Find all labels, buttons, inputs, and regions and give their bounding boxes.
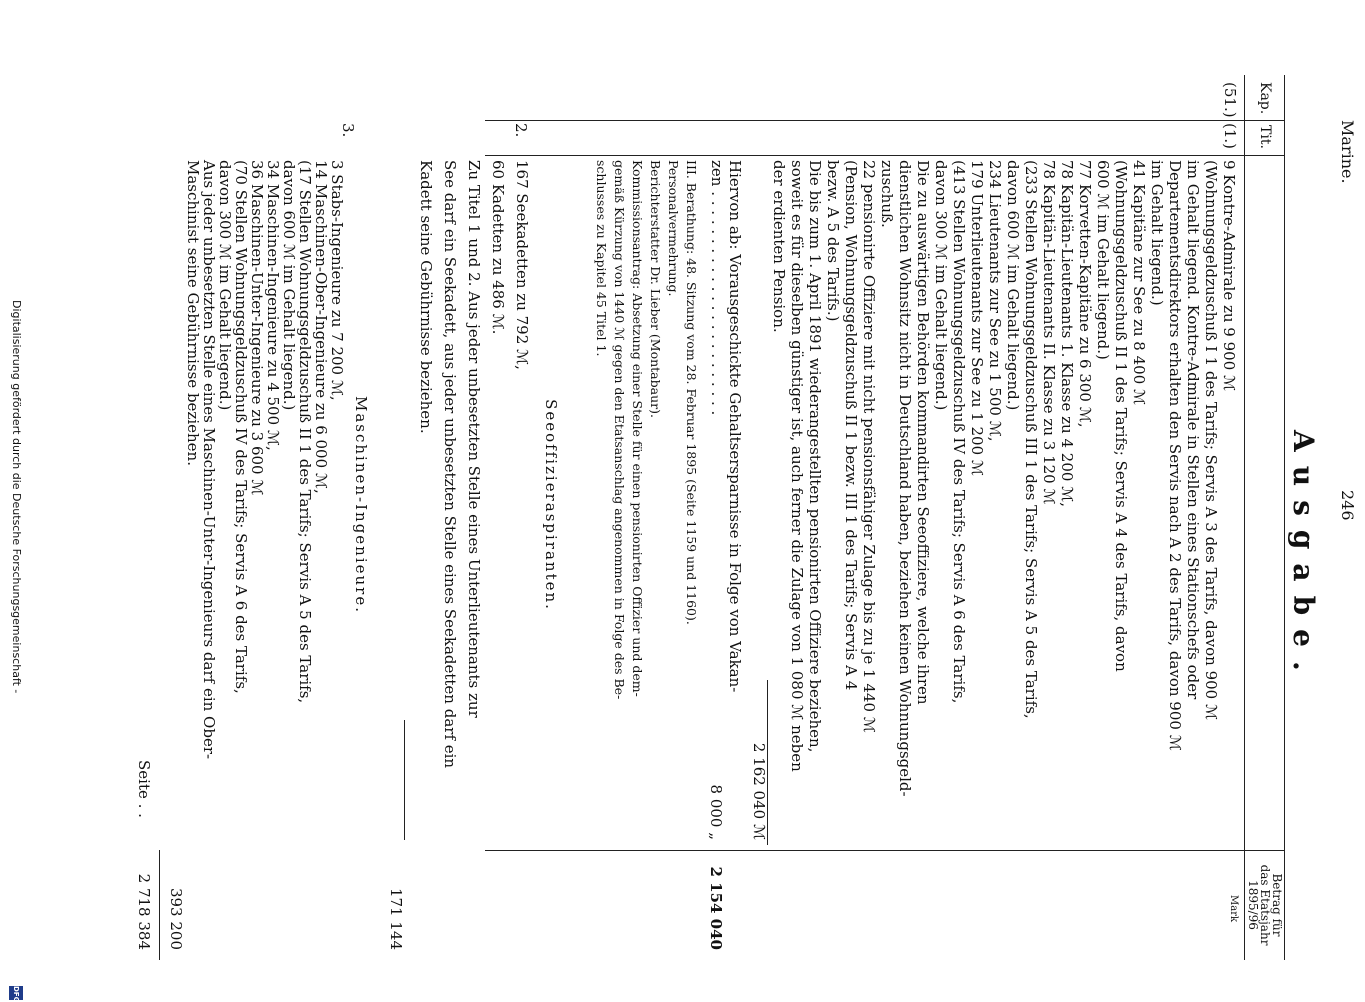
text-line: Die bis zum 1. April 1891 wiederangestellten pensionirten Offiziere beziehen, — [806, 160, 824, 753]
deduction-line: zen . . . . . . . . . . . . . . . . . . . . . . . . — [708, 160, 726, 416]
text-line: im Gehalt liegend.) — [1148, 160, 1166, 306]
page-title: Ausgabe. — [1287, 430, 1320, 685]
text-line: 78 Kapitän-Lieutenants 1. Klasse zu 4 200 ℳ, — [1058, 160, 1076, 507]
total-engineers: 393 200 — [167, 887, 185, 950]
page-number: 246 — [1338, 490, 1357, 521]
text-line: der erdienten Pension. — [770, 160, 788, 333]
tit-header: Tit. — [1257, 125, 1273, 149]
text-line: (Wohnungsgeldzuschuß II 1 des Tarifs; Servis A 4 des Tarifs, davon — [1112, 160, 1130, 672]
text-line: im Gehalt liegend. Kontre-Admirale in Stellen eines Stationschefs oder — [1184, 160, 1202, 700]
text-line: dienstlichen Wohnsitz nicht in Deutschland haben, beziehen keinen Wohnungsgeld- — [896, 160, 914, 797]
text-line: Berichterstatter Dr. Lieber (Montabaur). — [648, 160, 663, 418]
cadet-rule — [404, 720, 405, 840]
text-line: bezw. A 5 des Tarifs.) — [824, 160, 842, 322]
amount-header-line: 1895/96 — [1246, 880, 1260, 930]
text-line: Personalvermehrung. — [666, 160, 681, 297]
dfg-logo: DFG — [9, 986, 23, 1000]
amount-column-rule — [485, 850, 1285, 851]
kap-value: (51.) — [1221, 82, 1239, 118]
deduction-amount: 8 000 „ — [707, 784, 725, 840]
text-line: davon 600 ℳ im Gehalt liegend.) — [1004, 160, 1022, 411]
page-label: Seite . . — [135, 760, 153, 818]
subtotal-amount: 2 162 040 ℳ — [750, 742, 768, 840]
text-line: 179 Unterlieutenants zur See zu 1 200 ℳ — [968, 160, 986, 476]
text-line: 78 Kapitän-Lieutenants II. Klasse zu 3 120 ℳ — [1040, 160, 1058, 505]
tit-3: 3. — [339, 123, 357, 138]
amount-header-line: das Etatsjahr — [1258, 864, 1272, 946]
amount-header — [1247, 855, 1283, 955]
text-line: III. Berathung: 48. Sitzung vom 28. Februar 1895 (Seite 1159 und 1160). — [684, 160, 699, 625]
kap-column-rule — [485, 120, 1285, 121]
text-line: 22 pensionirte Offiziere mit nicht pensionsfähiger Zulage bis zu je 1 440 ℳ — [860, 160, 878, 733]
deduction-line: Hiervon ab: Vorausgeschickte Gehaltsersparnisse in Folge von Vakan- — [726, 160, 744, 693]
text-line: schlusses zu Kapitel 45 Titel 1. — [594, 160, 609, 357]
amount-unit: Mark — [1228, 895, 1239, 923]
text-line: 234 Lieutenants zur See zu 1 500 ℳ, — [986, 160, 1004, 442]
text-line: 60 Kadetten zu 486 ℳ. — [489, 160, 507, 335]
text-line: 34 Maschinen-Ingenieure zu 4 500 ℳ, — [264, 160, 282, 451]
text-line: soweit es für dieselben günstiger ist, auch ferner die Zulage von 1 080 ℳ neben — [788, 160, 806, 772]
text-line: 9 Kontre-Admirale zu 9 900 ℳ — [1220, 160, 1238, 392]
tit-value: (1.) — [1221, 123, 1239, 150]
table-top-rule — [1284, 75, 1285, 960]
text-line: (Pension, Wohnungsgeldzuschuß II 1 bezw. III 1 des Tarifs; Servis A 4 — [842, 160, 860, 691]
tit-2: 2. — [512, 123, 530, 138]
text-line: Maschinist seine Gebührnisse beziehen. — [184, 160, 202, 466]
page-total-rule — [159, 850, 160, 960]
text-line: davon 300 ℳ im Gehalt liegend.) — [216, 160, 234, 411]
text-line: See darf ein Seekadett, aus jeder unbesetzten Stelle eines Seekadetten darf ein — [441, 160, 459, 769]
text-line: Zu Titel 1 und 2. Aus jeder unbesetzten Stelle eines Unterlieutenants zur — [465, 160, 483, 718]
text-line: 41 Kapitäne zur See zu 8 400 ℳ — [1130, 160, 1148, 406]
text-line: davon 600 ℳ im Gehalt liegend.) — [280, 160, 298, 411]
page-total: 2 718 384 — [135, 873, 153, 950]
amount-header-line: Betrag für — [1270, 873, 1284, 937]
text-line: 600 ℳ im Gehalt liegend.) — [1094, 160, 1112, 360]
total-officers: 2 154 040 — [707, 866, 725, 950]
tit-column-rule — [485, 155, 1285, 156]
text-line: zuschuß. — [878, 160, 896, 228]
running-header: Marine. — [1338, 120, 1357, 184]
text-line: 36 Maschinen-Unter-Ingenieure zu 3 600 ℳ — [248, 160, 266, 496]
text-line: Die zu auswärtigen Behörden kommandirten Seeoffiziere, welche ihren — [914, 160, 932, 705]
text-line: Aus jeder unbesetzten Stelle eines Maschinen-Unter-Ingenieurs darf ein Ober- — [200, 160, 218, 760]
section-heading: Maschinen-Ingenieure. — [352, 395, 370, 614]
text-line: Departementsdirektors erhalten den Servis nach A 2 des Tarifs, davon 900 ℳ — [1166, 160, 1184, 751]
text-line: 3 Stabs-Ingenieure zu 7 200 ℳ, — [328, 160, 346, 401]
text-line: (413 Stellen Wohnungsgeldzuschuß IV des Tarifs; Servis A 6 des Tarifs, — [950, 160, 968, 704]
text-line: Kadett seine Gebührnisse beziehen. — [417, 160, 435, 434]
text-line: Kommissionsantrag: Absetzung einer Stelle für einen pensionirten Offizier und dem- — [630, 160, 645, 697]
text-line: (233 Stellen Wohnungsgeldzuschuß III 1 des Tarifs; Servis A 5 des Tarifs, — [1022, 160, 1040, 719]
text-line: davon 300 ℳ im Gehalt liegend.) — [932, 160, 950, 411]
section-heading: Seeoffizieraspiranten. — [542, 399, 560, 611]
table-header-rule — [1244, 75, 1245, 960]
text-line: (Wohnungsgeldzuschuß I 1 des Tarifs; Servis A 3 des Tarifs, davon 900 ℳ — [1202, 160, 1220, 721]
text-line: (17 Stellen Wohnungsgeldzuschuß II 1 des Tarifs; Servis A 5 des Tarifs, — [296, 160, 314, 704]
footer-text: Digitalisierung gefördert durch die Deutsche Forschungsgemeinschaft - — [10, 300, 23, 694]
text-line: 14 Maschinen-Ober-Ingenieure zu 6 000 ℳ, — [312, 160, 330, 494]
text-line: (70 Stellen Wohnungsgeldzuschuß IV des Tarifs; Servis A 6 des Tarifs, — [232, 160, 250, 694]
text-line: 167 Seekadetten zu 792 ℳ, — [513, 160, 531, 370]
total-cadets: 171 144 — [387, 887, 405, 950]
text-line: 77 Korvetten-Kapitäne zu 6 300 ℳ, — [1076, 160, 1094, 428]
text-line: gemäß Kürzung von 1440 ℳ gegen den Etatsanschlag angenommen in Folge des Be- — [612, 160, 627, 700]
kap-header: Kap. — [1257, 82, 1273, 115]
